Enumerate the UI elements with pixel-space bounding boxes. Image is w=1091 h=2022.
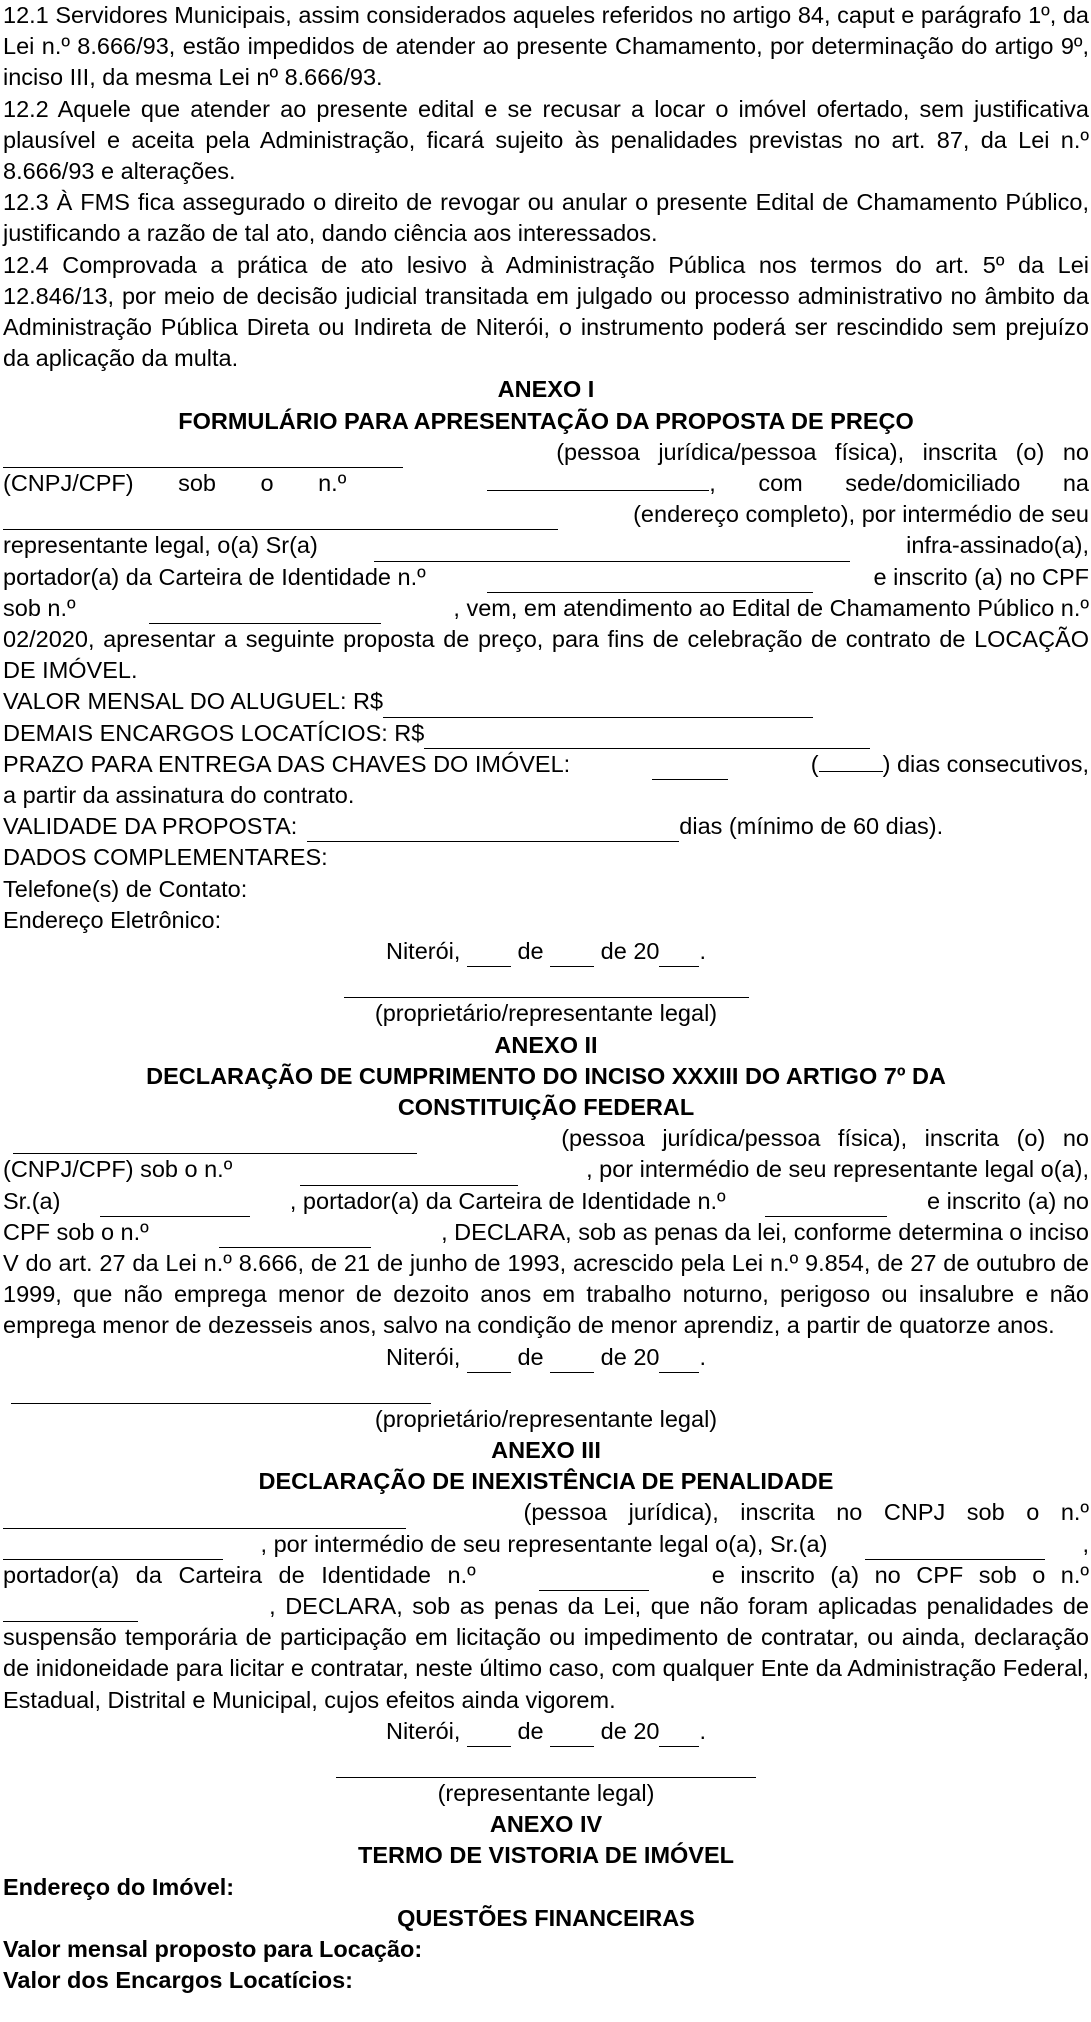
blank-field[interactable] <box>100 1194 250 1217</box>
blank-field[interactable] <box>13 1131 417 1154</box>
anexo-1-title: FORMULÁRIO PARA APRESENTAÇÃO DA PROPOSTA DE PREÇO <box>178 407 914 434</box>
anexo-3-line-4: , DECLARA, sob as penas da Lei, que não foram aplicadas penalidades de <box>3 1591 1089 1622</box>
validade-field[interactable] <box>307 819 679 842</box>
encargos-row: DEMAIS ENCARGOS LOCATÍCIOS: R$ <box>3 718 1089 749</box>
email-label: Endereço Eletrônico: <box>3 906 222 933</box>
month-field[interactable] <box>550 944 594 967</box>
anexo-1-line-7: 02/2020, apresentar a seguinte proposta de preço, para fins de celebração de contrato de LOCAÇÃO DE IMÓVEL. <box>3 626 1089 684</box>
anexo-2-line-3: Sr.(a) , portador(a) da Carteira de Identidade n.º e inscrito (a) no <box>3 1186 1089 1217</box>
blank-field[interactable] <box>539 1568 649 1591</box>
anexo-3-date: Niterói, de de 20 . <box>3 1716 1089 1747</box>
blank-field[interactable] <box>374 539 850 562</box>
anexo-2-line-2: (CNPJ/CPF) sob o n.º , por intermédio de seu representante legal o(a), <box>3 1154 1089 1185</box>
blank-field[interactable] <box>300 1163 518 1186</box>
year-field[interactable] <box>659 1350 699 1373</box>
anexo-1-signature-line <box>3 967 1089 998</box>
month-field[interactable] <box>550 1350 594 1373</box>
blank-field[interactable] <box>149 601 381 624</box>
month-field[interactable] <box>550 1724 594 1747</box>
anexo-4-title: TERMO DE VISTORIA DE IMÓVEL <box>357 1842 735 1869</box>
clause-12-1: 12.1 Servidores Municipais, assim considerados aqueles referidos no artigo 84, caput e parágrafo 1º, da Lei n.º 8.666/93, estão impedidos de atender ao presente Chamamento, por determinação do artigo 9º, inciso III, da mesma Lei nº 8.666/93. <box>3 2 1089 91</box>
anexo-3-signature-line <box>3 1747 1089 1778</box>
anexo-1-line-1: (pessoa jurídica/pessoa física), inscrita (o) no <box>3 437 1089 468</box>
valor-locacao-label: Valor mensal proposto para Locação: <box>3 1935 423 1962</box>
day-field[interactable] <box>467 1724 511 1747</box>
signature-field[interactable] <box>344 975 749 998</box>
anexo-3-heading: ANEXO III <box>491 1436 601 1463</box>
valor-aluguel-row: VALOR MENSAL DO ALUGUEL: R$ <box>3 686 1089 717</box>
anexo-1-line-3: (endereço completo), por intermédio de seu <box>3 499 1089 530</box>
anexo-2-title-2: CONSTITUIÇÃO FEDERAL <box>397 1093 695 1120</box>
blank-field[interactable] <box>487 570 813 593</box>
blank-field[interactable] <box>3 507 558 530</box>
prazo-row-2: a partir da assinatura do contrato. <box>3 782 355 809</box>
anexo-2-body: V do art. 27 da Lei n.º 8.666, de 21 de junho de 1993, acrescido pela Lei n.º 9.854, de 27 de outubro de 1999, que não emprega menor de dezoito anos em trabalho noturno, perigoso ou insalubre e não emprega menor de dezesseis anos, salvo na condição de menor aprendiz, a partir de quatorze anos. <box>3 1249 1089 1339</box>
anexo-2-signature-line <box>3 1373 1089 1404</box>
valor-encargos-label: Valor dos Encargos Locatícios: <box>3 1967 353 1994</box>
anexo-2-line-1: (pessoa jurídica/pessoa física), inscrita (o) no <box>3 1123 1089 1154</box>
signature-field[interactable] <box>336 1755 756 1778</box>
anexo-4-heading: ANEXO IV <box>489 1811 603 1838</box>
anexo-2-heading: ANEXO II <box>494 1031 598 1058</box>
year-field[interactable] <box>659 944 699 967</box>
prazo-field[interactable] <box>652 757 728 780</box>
blank-field[interactable] <box>219 1225 371 1248</box>
anexo-1-heading: ANEXO I <box>497 376 595 403</box>
day-field[interactable] <box>467 1350 511 1373</box>
anexo-2-line-4: CPF sob o n.º , DECLARA, sob as penas da lei, conforme determina o inciso <box>3 1217 1089 1248</box>
signature-field[interactable] <box>11 1381 431 1404</box>
blank-field[interactable] <box>3 1599 138 1622</box>
anexo-3-signature-label: (representante legal) <box>437 1779 655 1806</box>
endereco-imovel-label: Endereço do Imóvel: <box>3 1873 235 1900</box>
anexo-1-line-2: (CNPJ/CPF) sob o n.º , com sede/domiciliado na <box>3 470 1089 497</box>
blank-field[interactable] <box>765 1194 887 1217</box>
dados-complementares: DADOS COMPLEMENTARES: <box>3 844 328 871</box>
anexo-2-date: Niterói, de de 20 . <box>3 1342 1089 1373</box>
clause-12-4: 12.4 Comprovada a prática de ato lesivo à Administração Pública nos termos do art. 5º da Lei 12.846/13, por meio de decisão judicial transitada em julgado ou processo administrativo no âmbito da Administração Pública Direta ou Indireta de Niterói, o instrumento poderá ser rescindido sem prejuízo da aplicação da multa. <box>3 251 1089 372</box>
anexo-1-date: Niterói, de de 20 . <box>3 936 1089 967</box>
anexo-1-signature-label: (proprietário/representante legal) <box>374 1000 718 1027</box>
day-field[interactable] <box>467 944 511 967</box>
blank-field[interactable] <box>3 445 403 468</box>
anexo-3-title: DECLARAÇÃO DE INEXISTÊNCIA DE PENALIDADE <box>258 1468 834 1495</box>
anexo-1-line-6: sob n.º , vem, em atendimento ao Edital de Chamamento Público n.º <box>3 593 1089 624</box>
validade-row: VALIDADE DA PROPOSTA: dias (mínimo de 60 dias). <box>3 811 1089 842</box>
year-field[interactable] <box>659 1724 699 1747</box>
anexo-3-line-1: (pessoa jurídica), inscrita no CNPJ sob o n.º <box>3 1497 1089 1528</box>
valor-aluguel-field[interactable] <box>383 695 813 718</box>
anexo-3-body: suspensão temporária de participação em licitação ou impedimento de contratar, ou ainda, declaração de inidoneidade para licitar e contratar, neste último caso, com qualquer Ente da Administração Federal, Estadual, Distrital e Municipal, cujos efeitos ainda vigorem. <box>3 1624 1089 1713</box>
blank-field[interactable] <box>3 1537 223 1560</box>
telefone-label: Telefone(s) de Contato: <box>3 875 248 902</box>
anexo-3-line-2: , por intermédio de seu representante legal o(a), Sr.(a) , <box>3 1529 1089 1560</box>
anexo-1-line-5: portador(a) da Carteira de Identidade n.º e inscrito (a) no CPF <box>3 562 1089 593</box>
anexo-1-line-4: representante legal, o(a) Sr(a) infra-assinado(a), <box>3 530 1089 561</box>
prazo-row: PRAZO PARA ENTREGA DAS CHAVES DO IMÓVEL: ( ) dias consecutivos, <box>3 749 1089 780</box>
blank-field[interactable] <box>865 1537 1045 1560</box>
anexo-3-line-3: portador(a) da Carteira de Identidade n.º e inscrito (a) no CPF sob o n.º <box>3 1560 1089 1591</box>
prazo-extenso-field[interactable] <box>819 749 883 772</box>
questoes-financeiras-heading: QUESTÕES FINANCEIRAS <box>397 1904 695 1931</box>
blank-field[interactable] <box>3 1506 406 1529</box>
encargos-field[interactable] <box>424 726 870 749</box>
blank-field[interactable] <box>487 468 709 491</box>
anexo-2-title-1: DECLARAÇÃO DE CUMPRIMENTO DO INCISO XXXIII DO ARTIGO 7º DA <box>146 1062 946 1089</box>
anexo-2-signature-label: (proprietário/representante legal) <box>374 1405 718 1432</box>
clause-12-2: 12.2 Aquele que atender ao presente edital e se recusar a locar o imóvel ofertado, sem justificativa plausível e aceita pela Administração, ficará sujeito às penalidades previstas no art. 87, da Lei n.º 8.666/93 e alterações. <box>3 95 1089 185</box>
clause-12-3: 12.3 À FMS fica assegurado o direito de revogar ou anular o presente Edital de Chamamento Público, justificando a razão de tal ato, dando ciência aos interessados. <box>3 189 1089 247</box>
